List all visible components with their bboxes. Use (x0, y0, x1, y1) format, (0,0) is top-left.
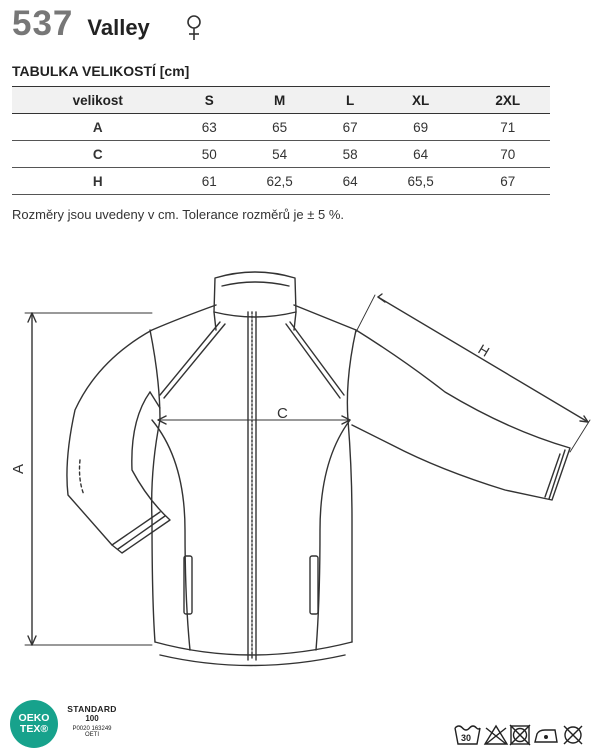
collar (214, 272, 296, 330)
table-row (12, 141, 550, 168)
measurement-c (158, 416, 350, 424)
measurement-a (25, 313, 152, 645)
header-cell-l: L (325, 87, 376, 114)
table-cell: 64 (376, 141, 466, 168)
row-label: C (12, 141, 184, 168)
table-cell: 61 (184, 168, 235, 195)
size-table-header-row (12, 87, 550, 114)
certification-info (62, 704, 122, 738)
size-table (12, 86, 550, 195)
care-symbols (453, 722, 588, 748)
no-tumble-dry-icon (510, 725, 530, 745)
jacket-technical-drawing (0, 255, 601, 695)
jacket-body (150, 322, 356, 666)
no-bleach-icon (485, 726, 507, 744)
oeko-tex-logo (10, 700, 58, 748)
size-table-title: TABULKA VELIKOSTÍ [cm] (12, 63, 190, 79)
header-cell-size: velikost (12, 87, 184, 114)
measurement-h (356, 294, 590, 452)
pockets (184, 556, 318, 614)
table-cell: 63 (184, 114, 235, 141)
left-sleeve (67, 305, 216, 553)
certification-standard: STANDARD (67, 704, 117, 714)
table-cell: 65,5 (376, 168, 466, 195)
product-header (12, 4, 150, 48)
certification-institute: OETI (84, 732, 99, 738)
oeko-tex-logo-bottom: TEX® (19, 723, 49, 735)
label-a: A (10, 463, 27, 474)
table-cell: 71 (465, 114, 550, 141)
table-cell: 58 (325, 141, 376, 168)
product-code: 537 (12, 4, 74, 43)
table-cell: 62,5 (235, 168, 325, 195)
product-name: Valley (87, 15, 150, 40)
table-cell: 50 (184, 141, 235, 168)
table-row (12, 168, 550, 195)
oeko-tex-logo-top: OEKO (18, 712, 50, 724)
table-cell: 67 (465, 168, 550, 195)
table-cell: 69 (376, 114, 466, 141)
wash-30-icon (455, 726, 480, 744)
table-cell: 64 (325, 168, 376, 195)
table-cell: 65 (235, 114, 325, 141)
table-cell: 54 (235, 141, 325, 168)
table-cell: 67 (325, 114, 376, 141)
female-symbol-icon (184, 14, 204, 44)
header-cell-xl: XL (376, 87, 466, 114)
table-row (12, 114, 550, 141)
wash-temperature: 30 (461, 733, 472, 743)
no-dry-clean-icon (564, 726, 582, 744)
table-cell: 70 (465, 141, 550, 168)
header-cell-m: M (235, 87, 325, 114)
right-sleeve (294, 305, 570, 500)
zipper (248, 312, 256, 660)
certification-code: P0020 163249 (72, 726, 112, 732)
header-cell-2xl: 2XL (465, 87, 550, 114)
label-c: C (277, 405, 288, 422)
tolerance-note: Rozměry jsou uvedeny v cm. Tolerance rozměrů je ± 5 %. (12, 207, 345, 222)
row-label: H (12, 168, 184, 195)
certification-number: 100 (85, 714, 99, 723)
label-h: H (475, 340, 493, 360)
header-cell-s: S (184, 87, 235, 114)
iron-low-icon (535, 730, 557, 742)
row-label: A (12, 114, 184, 141)
